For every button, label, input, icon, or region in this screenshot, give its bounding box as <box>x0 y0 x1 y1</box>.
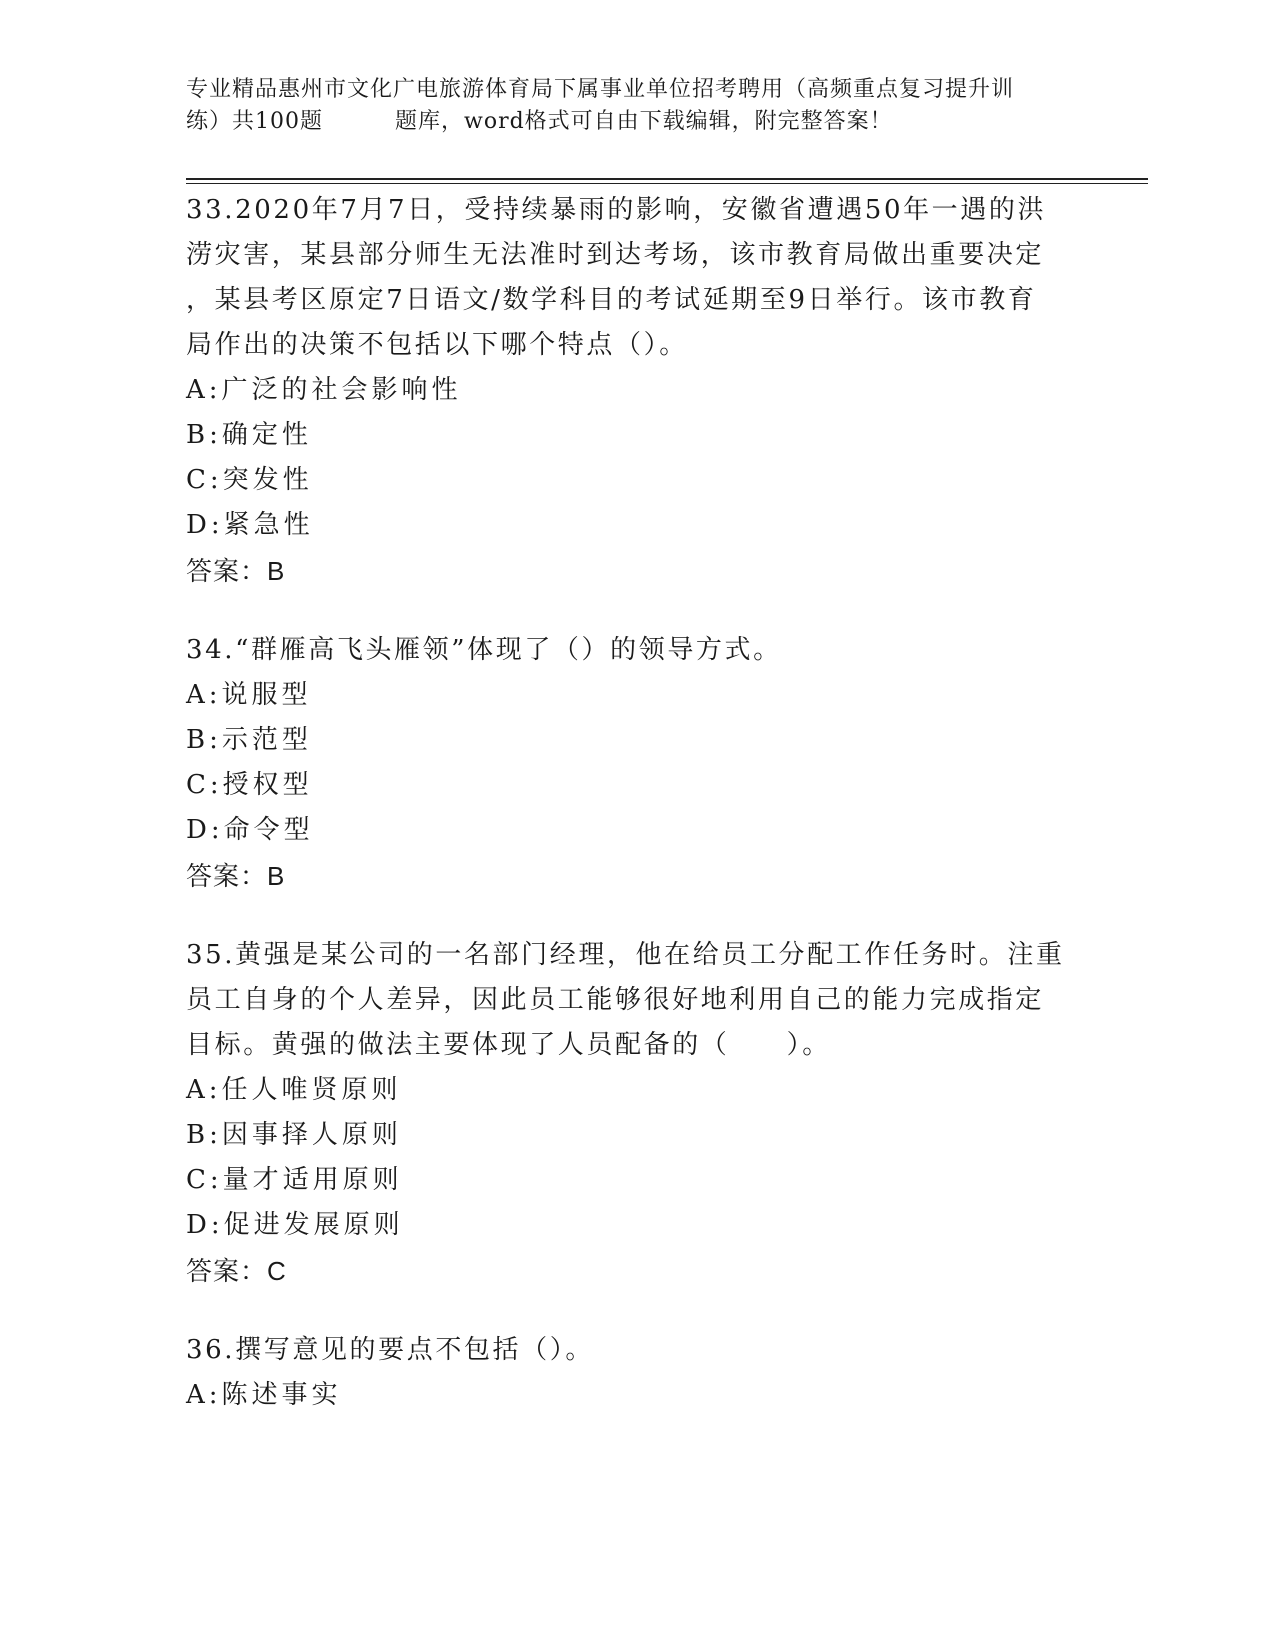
question-list <box>186 188 1086 1452</box>
header-divider-thick <box>186 178 1148 180</box>
stem-line: 员工自身的个人差异，因此员工能够很好地利用自己的能力完成指定 <box>186 985 1045 1015</box>
stem-line: ，某县考区原定7日语文/数学科目的考试延期至9日举行。该市教育 <box>186 285 1037 315</box>
answer-line: 答案：B <box>186 861 286 891</box>
stem-line: 35.黄强是某公司的一名部门经理，他在给员工分配工作任务时。注重 <box>186 940 1065 970</box>
question-36 <box>186 1328 1086 1418</box>
question-stem <box>186 933 1086 1068</box>
stem-line: 涝灾害，某县部分师生无法准时到达考场，该市教育局做出重要决定 <box>186 240 1045 270</box>
option-c: C:量才适用原则 <box>186 1165 403 1195</box>
stem-line: 局作出的决策不包括以下哪个特点（）。 <box>186 330 688 360</box>
question-33 <box>186 188 1086 594</box>
question-stem <box>186 628 1086 673</box>
header-divider-thin <box>186 183 1148 184</box>
question-34 <box>186 628 1086 899</box>
option-a: A:任人唯贤原则 <box>186 1075 402 1105</box>
option-c: C:突发性 <box>186 465 313 495</box>
option-c: C:授权型 <box>186 770 313 800</box>
option-a: A:说服型 <box>186 680 312 710</box>
stem-line: 34.“群雁高飞头雁领”体现了（）的领导方式。 <box>186 635 782 665</box>
option-b: B:因事择人原则 <box>186 1120 402 1150</box>
option-a: A:陈述事实 <box>186 1380 342 1410</box>
answer-line: 答案：B <box>186 556 286 586</box>
question-stem <box>186 1328 1086 1373</box>
question-35 <box>186 933 1086 1294</box>
stem-line: 36.撰写意见的要点不包括（）。 <box>186 1335 594 1365</box>
header-title-line-1: 专业精品惠州市文化广电旅游体育局下属事业单位招考聘用（高频重点复习提升训 <box>186 77 1015 102</box>
page-header <box>186 74 1086 138</box>
option-d: D:紧急性 <box>186 510 314 540</box>
stem-line: 33.2020年7月7日，受持续暴雨的影响，安徽省遭遇50年一遇的洪 <box>186 195 1047 225</box>
header-count: 练）共100题 <box>186 109 323 134</box>
header-title-line-2 <box>186 106 1086 138</box>
answer-line: 答案：C <box>186 1256 287 1286</box>
option-d: D:命令型 <box>186 815 314 845</box>
option-b: B:示范型 <box>186 725 312 755</box>
option-a: A:广泛的社会影响性 <box>186 375 462 405</box>
question-stem <box>186 188 1086 368</box>
header-description: 题库，word格式可自由下载编辑，附完整答案！ <box>395 109 893 134</box>
option-b: B:确定性 <box>186 420 312 450</box>
option-d: D:促进发展原则 <box>186 1210 404 1240</box>
stem-line: 目标。黄强的做法主要体现了人员配备的（ ）。 <box>186 1030 831 1060</box>
